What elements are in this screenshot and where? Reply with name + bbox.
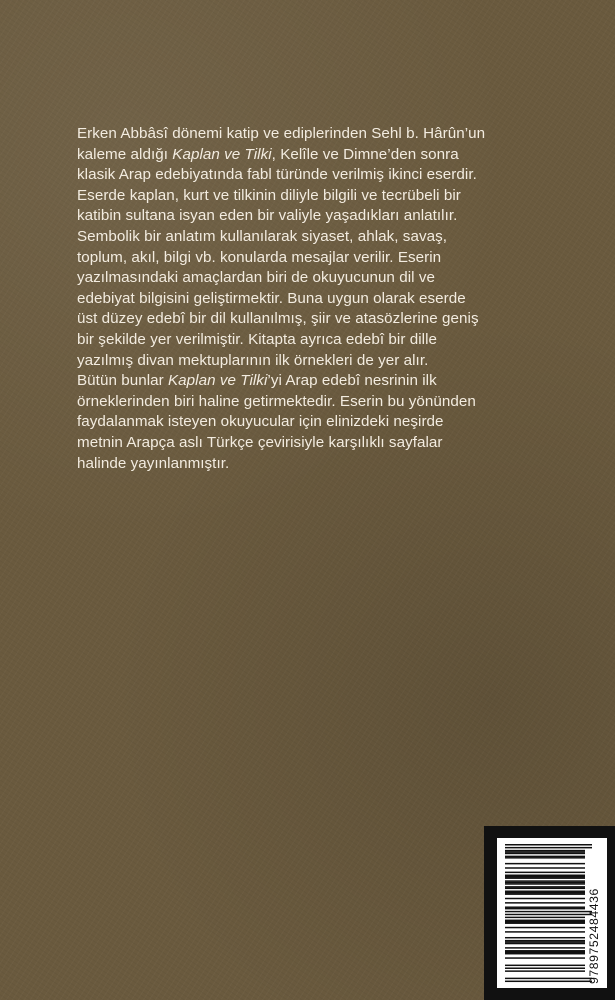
barcode-bar	[505, 890, 585, 892]
barcode-bar	[505, 882, 585, 884]
barcode-bar	[505, 906, 585, 908]
barcode-bar	[505, 908, 585, 910]
barcode-bar	[505, 883, 585, 885]
barcode-bar	[505, 967, 585, 969]
barcode-bar	[505, 940, 585, 942]
barcode-bar	[505, 888, 585, 890]
barcode-bars	[505, 844, 592, 982]
barcode-bar	[505, 850, 585, 852]
barcode-bar	[505, 931, 585, 933]
blurb-line: üst düzey edebî bir dil kullanılmış, şiir ve atasözlerine geniş	[77, 310, 479, 328]
blurb-text	[77, 124, 547, 474]
barcode-bar	[505, 857, 585, 859]
barcode-bar	[505, 943, 585, 945]
barcode-bar	[505, 876, 585, 878]
blurb-line: edebiyat bilgisini geliştirmektir. Buna uygun olarak eserde	[77, 289, 466, 307]
blurb-line: kaleme aldığı Kaplan ve Tilki, Kelîle ve Dimne’den sonra	[77, 145, 459, 163]
barcode-bar	[505, 911, 592, 913]
barcode-bar	[505, 937, 585, 939]
barcode-bar	[505, 951, 585, 953]
barcode-bar	[505, 914, 592, 916]
blurb-line: örneklerinden biri haline getirmektedir. Eserin bu yönünden	[77, 392, 476, 410]
blurb-line: yazılmasındaki amaçlardan biri de okuyucunun dil ve	[77, 269, 435, 287]
barcode-bar	[505, 947, 585, 949]
blurb-line: Erken Abbâsî dönemi katip ve ediplerinden Sehl b. Hârûn’un	[77, 125, 486, 142]
isbn-barcode	[497, 838, 607, 988]
barcode-bar	[505, 941, 585, 943]
barcode-bar	[505, 856, 585, 858]
barcode-bar	[505, 863, 585, 865]
barcode-bar	[505, 978, 592, 980]
blurb-line: Sembolik bir anlatım kullanılarak siyaset, ahlak, savaş,	[77, 227, 447, 245]
book-title-italic: Kaplan ve Tilki	[168, 372, 268, 390]
barcode-bar	[505, 970, 585, 972]
barcode-bar	[505, 851, 585, 853]
barcode-bar	[505, 957, 585, 959]
barcode-bar	[505, 867, 585, 869]
barcode-bar	[505, 877, 585, 879]
barcode-graphic	[497, 838, 607, 988]
blurb-line: metnin Arapça aslı Türkçe çevirisiyle karşılıklı sayfalar	[77, 433, 443, 451]
book-title-italic: Kaplan ve Tilki	[172, 145, 272, 163]
barcode-bar	[505, 892, 585, 894]
barcode-bar	[505, 965, 585, 967]
barcode-bar	[505, 950, 585, 952]
barcode-bar	[505, 953, 585, 955]
blurb-line: klasik Arap edebiyatında fabl türünde verilmiş ikinci eserdir.	[77, 166, 477, 184]
barcode-bar	[505, 853, 585, 855]
barcode-bar	[505, 875, 585, 877]
blurb-line: faydalanmak isteyen okuyucular için elinizdeki neşirde	[77, 413, 444, 431]
barcode-bar	[505, 872, 585, 874]
blurb-line: Eserde kaplan, kurt ve tilkinin diliyle bilgili ve tecrübeli bir	[77, 186, 461, 204]
barcode-bar	[505, 893, 585, 895]
isbn-number: 9789752484436	[587, 888, 601, 984]
blurb-line: toplum, akıl, bilgi vb. konularda mesajlar verilir. Eserin	[77, 248, 442, 266]
barcode-bar	[505, 902, 585, 904]
barcode-bar	[505, 920, 585, 922]
blurb-line: katibin sultana isyan eden bir valiyle yaşadıkları anlatılır.	[77, 207, 458, 225]
barcode-bar	[505, 898, 585, 900]
blurb-line: yazılmış divan mektuplarının ilk örnekleri de yer alır.	[77, 351, 429, 369]
barcode-bar	[505, 917, 585, 919]
barcode-bar	[505, 922, 585, 924]
barcode-bar	[505, 880, 585, 882]
barcode-bar	[505, 921, 585, 923]
barcode-bar	[505, 927, 585, 929]
blurb-line: Bütün bunlar Kaplan ve Tilki’yi Arap edebî nesrinin ilk	[77, 372, 437, 390]
barcode-bar	[505, 844, 592, 846]
blurb-line: bir şekilde yer verilmiştir. Kitapta ayrıca edebî bir dille	[77, 330, 437, 348]
blurb-line: halinde yayınlanmıştır.	[77, 454, 230, 472]
barcode-bar	[505, 886, 585, 888]
barcode-bar	[505, 847, 592, 849]
barcode-bar	[505, 981, 592, 983]
